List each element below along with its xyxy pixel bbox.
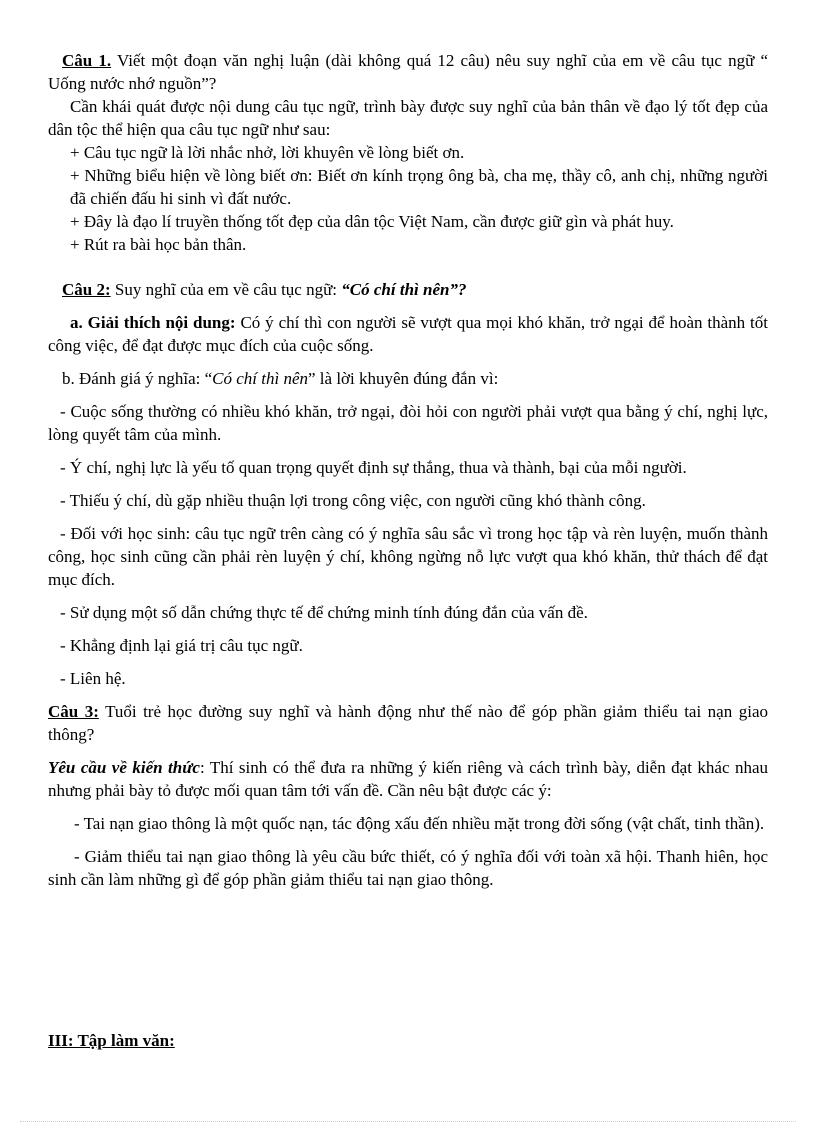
question-2 — [48, 278, 768, 301]
question-1-point-4: + Rút ra bài học bản thân. — [70, 235, 247, 254]
section-heading-label: III: Tập làm văn: — [48, 1031, 175, 1050]
question-3 — [48, 700, 768, 746]
question-1-intro: Cần khái quát được nội dung câu tục ngữ, trình bày được suy nghĩ của bản thân về đạo lý tốt đẹp của dân tộc thể hiện qua câu tục ngữ như sau: — [48, 97, 768, 139]
question-3-label: Câu 3: — [48, 702, 99, 721]
question-3-point-2: - Giảm thiểu tai nạn giao thông là yêu cầu bức thiết, có ý nghĩa đối với toàn xã hội. Thanh hiên, học sinh cần làm những gì để góp phần giảm thiểu tai nạn giao thông. — [48, 847, 768, 889]
question-2-point-7: - Liên hệ. — [60, 669, 126, 688]
question-2-label: Câu 2: — [62, 280, 111, 299]
question-1 — [48, 49, 768, 95]
part-b-quote: Có chí thì nên — [212, 369, 308, 388]
question-3-point-1: - Tai nạn giao thông là một quốc nạn, tác động xấu đến nhiều mặt trong đời sống (vật chất, tinh thần). — [74, 814, 765, 833]
question-2-point-1: - Cuộc sống thường có nhiều khó khăn, trở ngại, đòi hỏi con người phải vượt qua bằng ý chí, nghị lực, lòng quyết tâm của mình. — [48, 402, 768, 444]
question-1-label: Câu 1. — [62, 51, 112, 70]
section-heading — [48, 1029, 175, 1052]
part-b-prefix: b. Đánh giá ý nghĩa: “ — [62, 369, 213, 388]
question-2-prompt: Suy nghĩ của em về câu tục ngữ: — [110, 280, 342, 299]
requirement-label: Yêu cầu về kiến thức — [48, 758, 200, 777]
part-a-text: Có ý chí thì con người sẽ vượt qua mọi khó khăn, trở ngại để hoàn thành tốt công việc, để đạt được mục đích của cuộc sống. — [48, 313, 768, 355]
question-2-proverb: “Có chí thì nên”? — [341, 280, 467, 299]
question-1-point-3: + Đây là đạo lí truyền thống tốt đẹp của dân tộc Việt Nam, cần được giữ gìn và phát huy. — [70, 212, 674, 231]
question-3-prompt: Tuổi trẻ học đường suy nghĩ và hành động như thế nào để góp phần giảm thiểu tai nạn giao thông? — [48, 702, 768, 744]
question-2-point-5: - Sử dụng một số dẫn chứng thực tế để chứng minh tính đúng đắn của vấn đề. — [60, 603, 588, 622]
question-1-point-1: + Câu tục ngữ là lời nhắc nhở, lời khuyên về lòng biết ơn. — [70, 143, 465, 162]
page-bottom-divider — [20, 1121, 796, 1122]
part-b-suffix: ” là lời khuyên đúng đắn vì: — [308, 369, 499, 388]
question-1-prompt: Viết một đoạn văn nghị luận (dài không quá 12 câu) nêu suy nghĩ của em về câu tục ngữ “ Uống nước nhớ nguồn”? — [48, 51, 769, 93]
question-2-point-4: - Đối với học sinh: câu tục ngữ trên càng có ý nghĩa sâu sắc vì trong học tập và rèn luyện, muốn thành công, học sinh cũng cần phải rèn luyện ý chí, không ngừng nỗ lực vượt qua khó khăn, thử thách để đạt mục đích. — [48, 524, 768, 589]
part-a-label: a. Giải thích nội dung: — [70, 313, 236, 332]
question-2-point-3: - Thiếu ý chí, dù gặp nhiều thuận lợi trong công việc, con người cũng khó thành công. — [60, 491, 646, 510]
question-2-part-b — [48, 367, 768, 390]
question-2-part-a — [48, 311, 768, 357]
requirement-text: : Thí sinh có thể đưa ra những ý kiến riêng và cách trình bày, diễn đạt khác nhau nhưng phải bày tỏ được mối quan tâm tới vấn đề. Cần nêu bật được các ý: — [48, 758, 768, 800]
question-1-point-2: + Những biểu hiện về lòng biết ơn: Biết ơn kính trọng ông bà, cha mẹ, thầy cô, anh chị, những người đã chiến đấu hi sinh vì đất nước. — [70, 166, 768, 208]
document-body — [48, 49, 768, 891]
question-2-point-2: - Ý chí, nghị lực là yếu tố quan trọng quyết định sự thắng, thua và thành, bại của mỗi người. — [60, 458, 687, 477]
question-3-requirement — [48, 756, 768, 802]
question-2-point-6: - Khẳng định lại giá trị câu tục ngữ. — [60, 636, 303, 655]
